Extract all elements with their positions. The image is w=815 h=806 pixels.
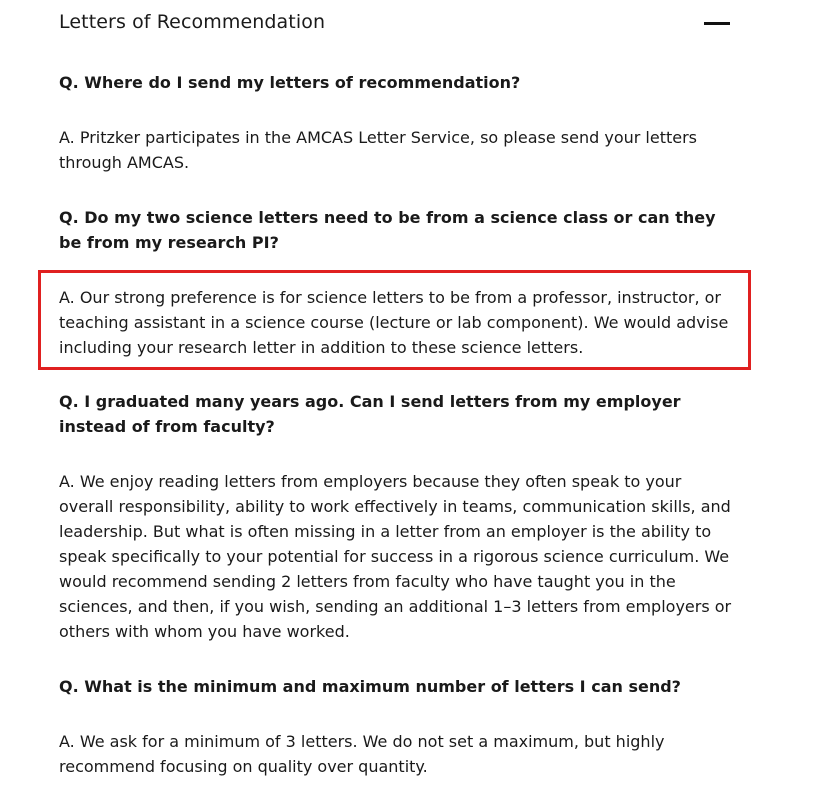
faq-answer: A. Pritzker participates in the AMCAS Letter Service, so please send your letters through AMCAS.: [59, 128, 698, 172]
faq-answer: A. We enjoy reading letters from employers because they often speak to your overall responsibility, ability to work effectively in teams, communication skills, and leadership. But what is often missing in a letter from an employer is the ability to speak specifically to your potential for success in a rigorous science curriculum. We would recommend sending 2 letters from faculty who have taught you in the sciences, and then, if you wish, sending an additional 1–3 letters from employers or others with whom you have worked.: [59, 472, 732, 641]
faq-question: Q. Do my two science letters need to be from a science class or can they be from my research PI?: [59, 208, 716, 252]
accordion-header[interactable]: [59, 0, 739, 44]
section-title: Letters of Recommendation: [59, 11, 326, 33]
faq-question: Q. I graduated many years ago. Can I send letters from my employer instead of from faculty?: [59, 392, 681, 436]
faq-question: Q. What is the minimum and maximum number of letters I can send?: [59, 677, 681, 696]
faq-accordion: [59, 0, 739, 776]
collapse-button[interactable]: [703, 10, 733, 36]
faq-answer: A. We ask for a minimum of 3 letters. We do not set a maximum, but highly recommend focusing on quality over quantity.: [59, 732, 665, 776]
faq-question: Q. Where do I send my letters of recommendation?: [59, 73, 521, 92]
faq-answer-highlighted: A. Our strong preference is for science letters to be from a professor, instructor, or teaching assistant in a science course (lecture or lab component). We would advise including your research letter in addition to these science letters.: [59, 288, 729, 357]
minus-icon: [704, 22, 730, 25]
